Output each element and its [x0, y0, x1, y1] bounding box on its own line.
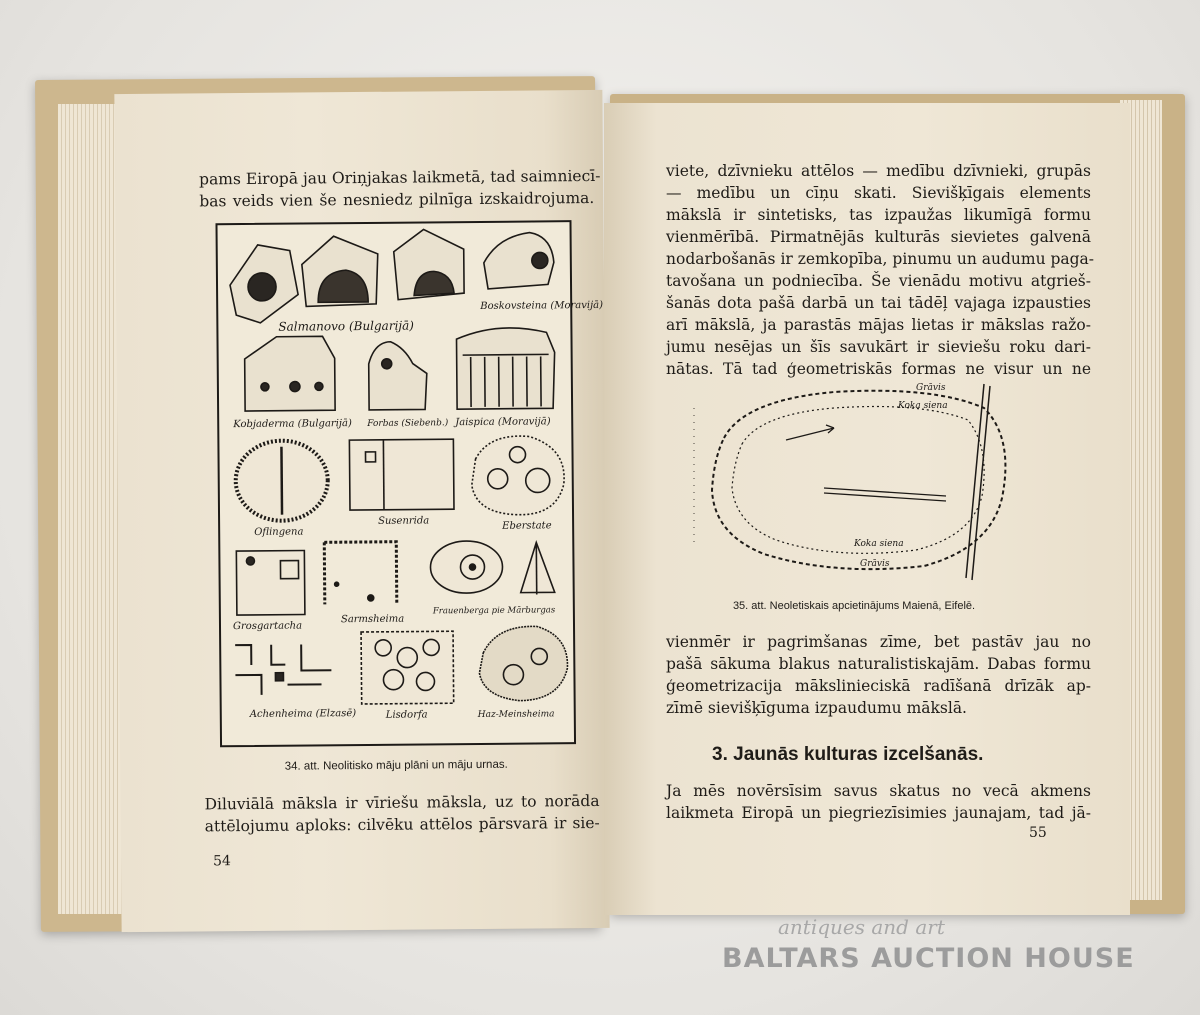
figure-caption: 35. att. Neoletiskais apcietinājums Maienā, Eifelē. — [732, 600, 976, 612]
text-line: tavošana un podniecība. Še vienādu motivu atgrieš- — [666, 272, 1091, 290]
figure-label: Eberstate — [502, 520, 552, 532]
right-page — [604, 103, 1130, 915]
left-page-top-text — [199, 165, 601, 212]
text-line: arī mākslā, ja parastās mājas lietas ir mākslas ražo- — [666, 316, 1091, 334]
text-line: pašā sākuma blakus naturalistiskajām. Dabas formu — [666, 655, 1091, 673]
text-line: vienmērībā. Pirmatnējās kulturās sievietes galvenā — [666, 228, 1091, 246]
text-line: bas veids vien še nesniedz pilnīga izskaidrojuma. — [199, 188, 595, 211]
figure-label: Oflingena — [254, 526, 304, 538]
text-line: nodarbošanās ir zemkopība, pinumu un audumu paga- — [666, 250, 1095, 268]
text-line: vienmēr ir pagrimšanas zīme, bet pastāv jau no — [666, 633, 1091, 651]
text-line: šanās dota pašā darbā un tai tādēļ vajaga izpausties — [666, 294, 1091, 312]
text-line: Diluviālā māksla ir vīriešu māksla, uz to norāda — [204, 791, 600, 814]
figure-label: Susenrida — [378, 515, 430, 527]
text-line: ģeometrizacija mākslinieciskā radīšanā drīzāk ap- — [666, 677, 1091, 695]
figure-label: Forbas (Siebenb.) — [367, 418, 449, 429]
text-line: mākslā ir sintetisks, tas izpaužas likumīgā formu — [666, 206, 1091, 224]
text-line: — medību un cīņu skati. Sievišķīgais elements — [666, 184, 1091, 202]
text-line: attēlojumu aploks: cilvēku attēlos pārsvarā ir sie- — [204, 813, 600, 836]
page-number: 54 — [212, 853, 231, 870]
house-plans-illustration — [218, 222, 604, 745]
text-line: viete, dzīvnieku attēlos — medību dzīvnieki, grupās — [666, 162, 1091, 180]
left-page-bottom-text — [204, 790, 599, 837]
figure-label: Grāvis — [916, 383, 946, 393]
text-line: laikmeta Eiropā un piegriezīsimies jaunajam, tad jā- — [666, 804, 1091, 822]
figure-label: Lisdorfa — [385, 709, 428, 721]
figure-caption: 34. att. Neolitisko māju plāni un māju urnas. — [284, 758, 508, 773]
figure-label: Koka siena — [898, 401, 948, 411]
right-page-bottom-text — [666, 780, 1091, 824]
right-page-top-text — [666, 160, 1095, 380]
figure-label: Salmanovo (Bulgarijā) — [278, 318, 415, 334]
watermark-tagline: antiques and art — [778, 915, 945, 939]
figure-label: Sarmsheima — [340, 613, 405, 626]
page-number: 55 — [1029, 825, 1047, 841]
right-page-middle-text — [666, 631, 1091, 719]
figure-label: Koka siena — [854, 539, 904, 549]
fortification-plan-illustration — [684, 378, 1024, 588]
text-line: jumu nesējas un šīs savukārt ir sieviešu roku dari- — [666, 338, 1091, 356]
figure-label: Grosgartacha — [232, 620, 303, 633]
left-page — [114, 90, 609, 932]
figure-label: Jaispica (Moravijā) — [455, 416, 551, 429]
figure-label: Grāvis — [860, 559, 890, 569]
figure-house-plans — [215, 220, 604, 747]
figure-label: Boskovsteina (Moravijā) — [480, 299, 604, 312]
figure-fortification-plan — [684, 378, 1024, 588]
figure-label: Achenheima (Elzasē) — [249, 708, 357, 720]
text-line: pams Eiropā jau Oriņjakas laikmetā, tad saimniecī- — [199, 166, 601, 189]
figure-label: Frauenberga pie Mārburgas — [432, 605, 556, 617]
section-heading: 3. Jaunās kulturas izcelšanās. — [712, 744, 984, 765]
figure-label: Kobjaderma (Bulgarijā) — [233, 418, 352, 431]
watermark-brand: BALTARS AUCTION HOUSE — [722, 943, 1135, 974]
figure-label: Haz-Meinsheima — [477, 709, 555, 720]
text-line: nātas. Tā tad ģeometriskās formas ne visur un ne — [666, 360, 1091, 378]
text-line: zīmē sievišķīguma izpaudumu mākslā. — [666, 699, 967, 717]
text-line: Ja mēs novērsīsim savus skatus no vecā akmens — [666, 782, 1091, 800]
